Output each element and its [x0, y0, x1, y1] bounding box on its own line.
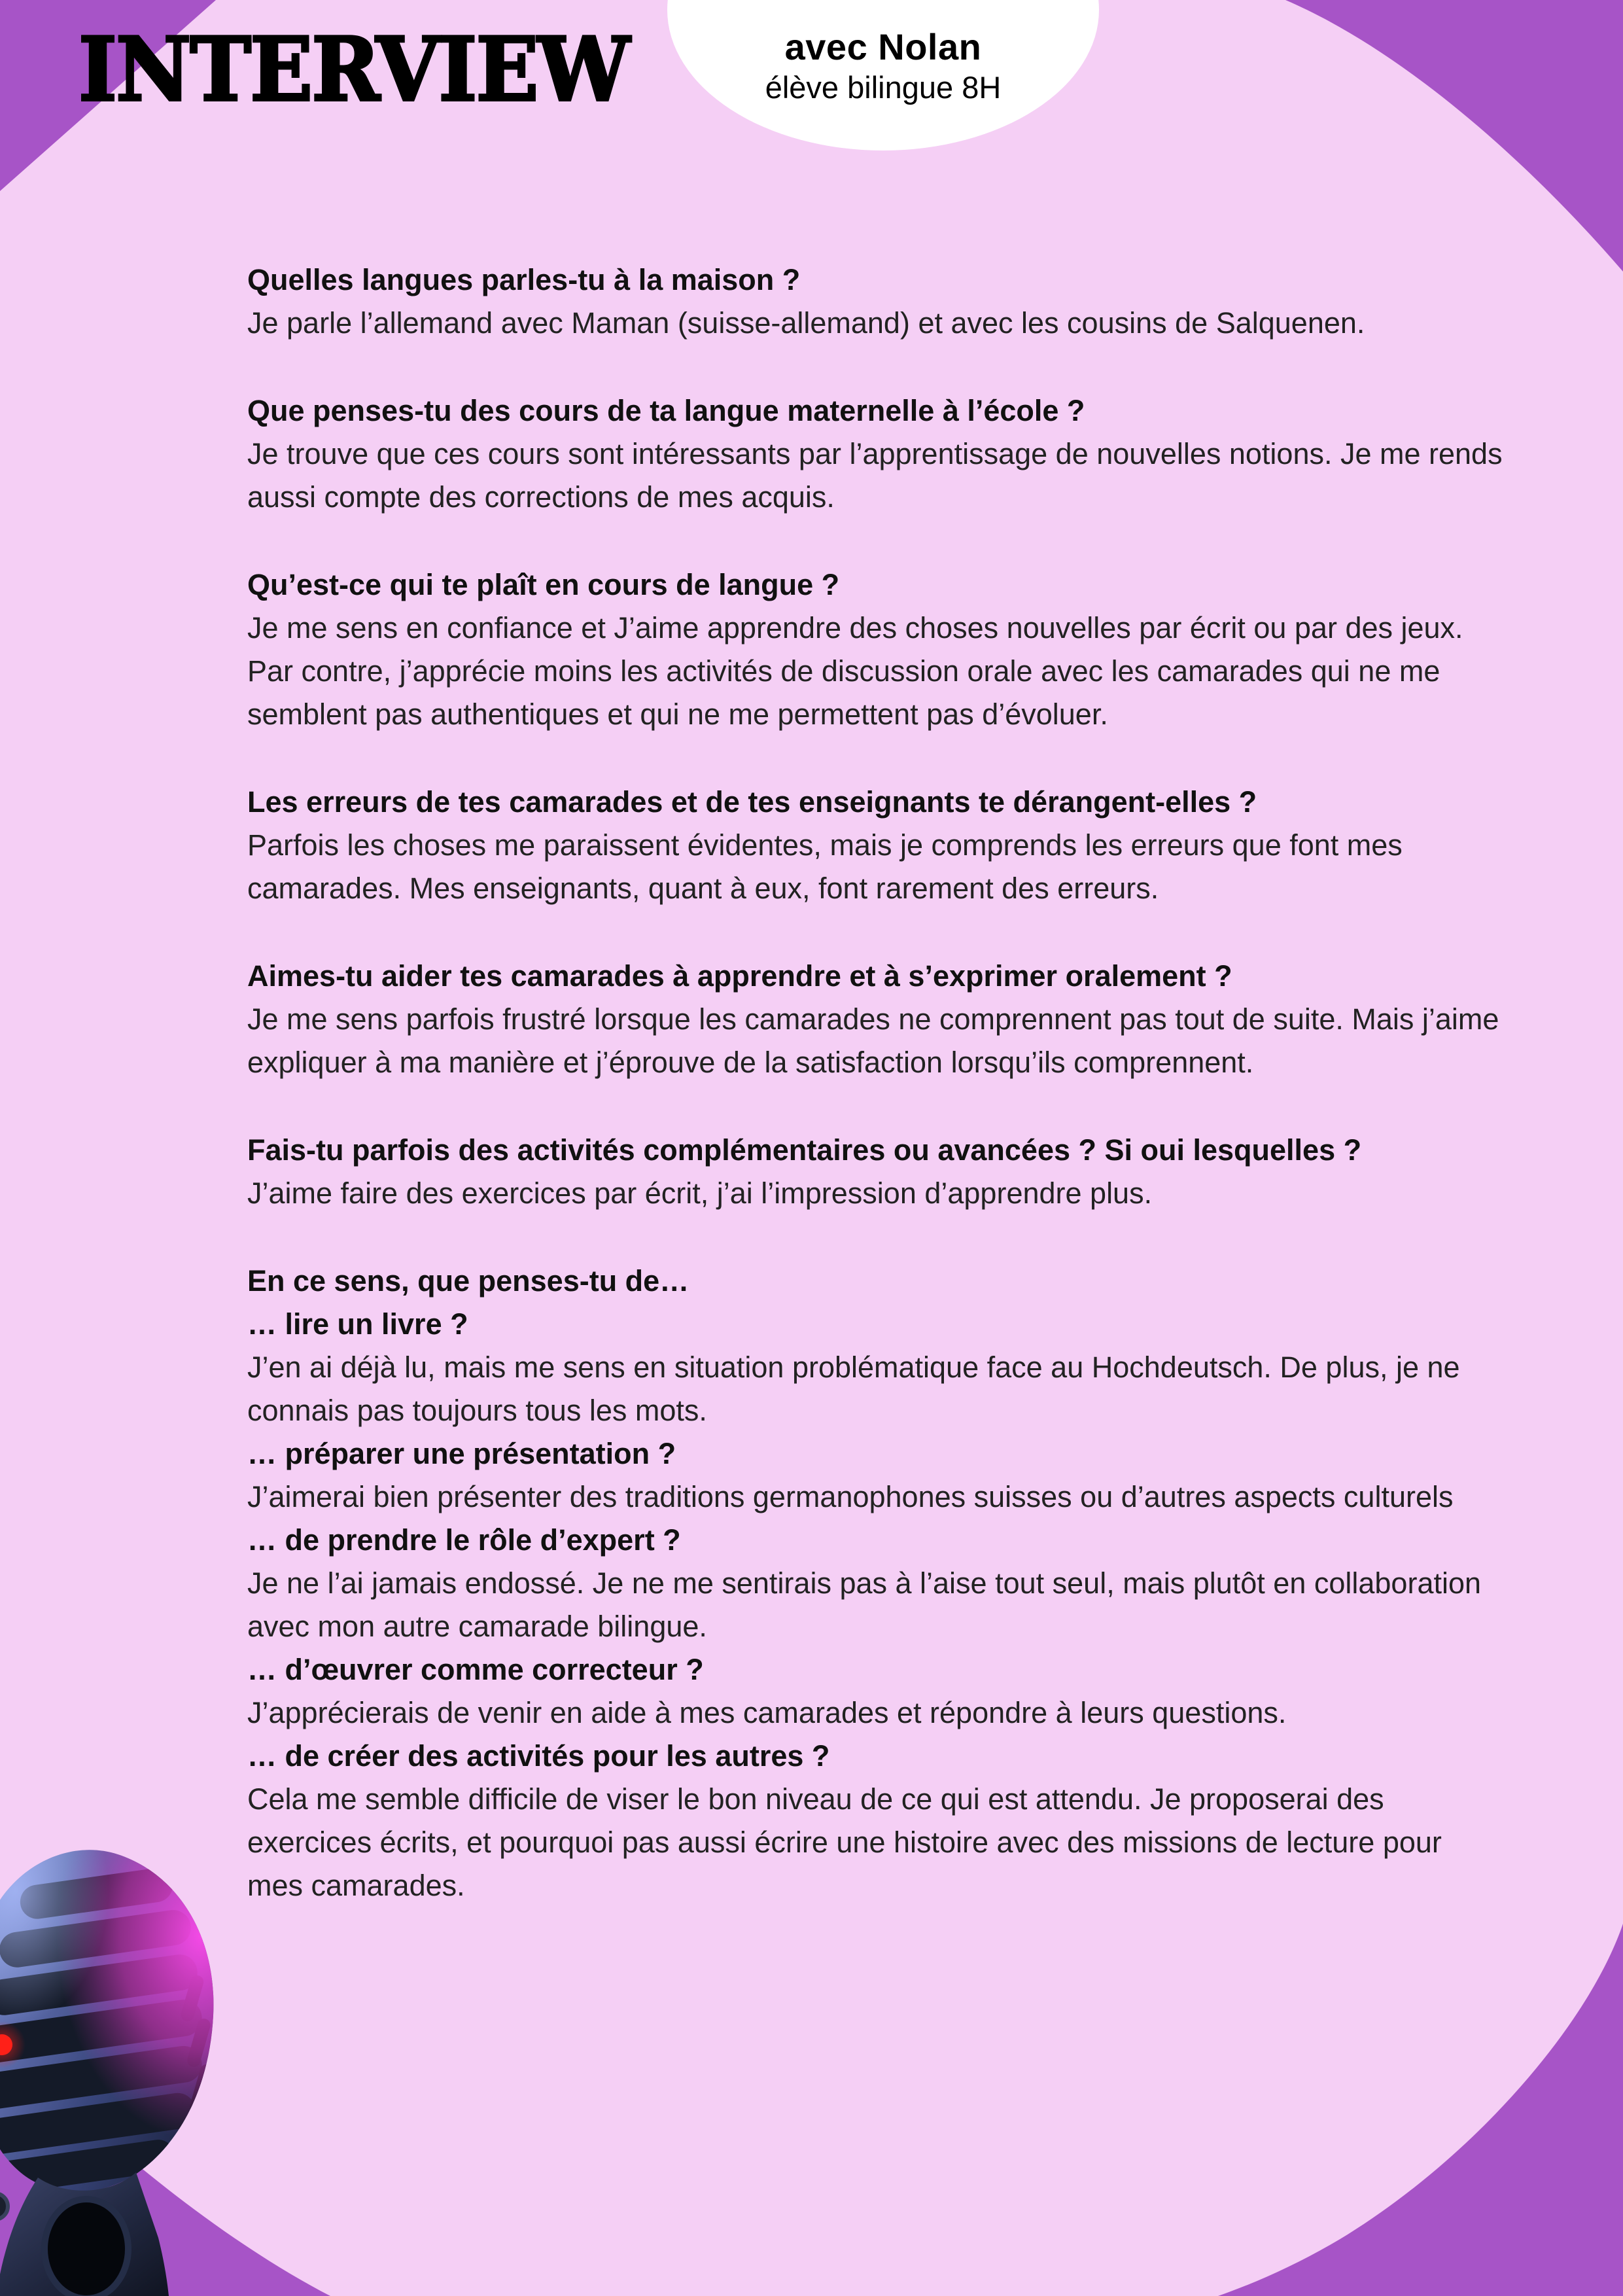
- answer-text: Je parle l’allemand avec Maman (suisse-allemand) et avec les cousins de Salquenen.: [247, 306, 1365, 340]
- qa-section: [247, 563, 1503, 736]
- followup-section: [247, 1260, 1503, 1907]
- followup-answer: Je ne l’ai jamais endossé. Je ne me sentirais pas à l’aise tout seul, mais plutôt en collaboration avec mon autre camarade bilingue.: [247, 1566, 1482, 1643]
- qa-section: [247, 389, 1503, 519]
- yoke-hole: [44, 2199, 128, 2296]
- question-text: Quelles langues parles-tu à la maison ?: [247, 263, 801, 296]
- answer-text: Je trouve que ces cours sont intéressants par l’apprentissage de nouvelles notions. Je me rends aussi compte des corrections de mes acquis.: [247, 437, 1503, 514]
- qa-section: [247, 1129, 1503, 1215]
- question-text: Qu’est-ce qui te plaît en cours de langue ?: [247, 568, 840, 601]
- interview-content: [247, 258, 1503, 1907]
- question-text: Les erreurs de tes camarades et de tes enseignants te dérangent-elles ?: [247, 785, 1257, 819]
- page-title: INTERVIEW: [79, 18, 629, 121]
- followup-question: … de prendre le rôle d’expert ?: [247, 1523, 681, 1557]
- question-text: Fais-tu parfois des activités complémentaires ou avancées ? Si oui lesquelles ?: [247, 1133, 1362, 1167]
- followup-answer: Cela me semble difficile de viser le bon niveau de ce qui est attendu. Je proposerai des exercices écrits, et pourquoi pas aussi écrire une histoire avec des missions de lecture pour mes camarades.: [247, 1782, 1442, 1902]
- badge-text: [667, 26, 1099, 107]
- question-text: Aimes-tu aider tes camarades à apprendre et à s’exprimer oralement ?: [247, 959, 1232, 993]
- followup-answer: J’en ai déjà lu, mais me sens en situation problématique face au Hochdeutsch. De plus, je ne connais pas toujours tous les mots.: [247, 1351, 1460, 1427]
- yoke-screw: [0, 2193, 8, 2219]
- answer-text: Je me sens parfois frustré lorsque les camarades ne comprennent pas tout de suite. Mais j’aime expliquer à ma manière et j’éprouve de la satisfaction lorsqu’ils comprennent.: [247, 1002, 1499, 1079]
- vintage-microphone-image: [0, 1819, 222, 2296]
- followup-question: … d’œuvrer comme correcteur ?: [247, 1653, 704, 1686]
- qa-section: [247, 781, 1503, 910]
- question-text: Que penses-tu des cours de ta langue maternelle à l’école ?: [247, 394, 1085, 427]
- qa-section: [247, 955, 1503, 1084]
- badge-name: avec Nolan: [784, 26, 982, 67]
- answer-text: Parfois les choses me paraissent évidentes, mais je comprends les erreurs que font mes camarades. Mes enseignants, quant à eux, font rarement des erreurs.: [247, 828, 1403, 905]
- followup-question: … lire un livre ?: [247, 1307, 468, 1341]
- followup-intro: En ce sens, que penses-tu de…: [247, 1264, 689, 1298]
- followup-answer: J’apprécierais de venir en aide à mes camarades et répondre à leurs questions.: [247, 1696, 1287, 1729]
- mic-neck: [0, 2172, 169, 2296]
- answer-text: J’aime faire des exercices par écrit, j’ai l’impression d’apprendre plus.: [247, 1176, 1153, 1210]
- followup-answer: J’aimerai bien présenter des traditions germanophones suisses ou d’autres aspects culturels: [247, 1480, 1454, 1513]
- badge-subtitle: élève bilingue 8H: [765, 70, 1002, 105]
- mic-head: [0, 1850, 215, 2195]
- qa-section: [247, 258, 1503, 345]
- answer-text: Je me sens en confiance et J’aime apprendre des choses nouvelles par écrit ou par des jeux. Par contre, j’apprécie moins les activités de discussion orale avec les camarades qui ne me semblent pas authentiques et qui ne me permettent pas d’évoluer.: [247, 611, 1463, 731]
- followup-question: … préparer une présentation ?: [247, 1437, 676, 1470]
- followup-question: … de créer des activités pour les autres ?: [247, 1739, 830, 1773]
